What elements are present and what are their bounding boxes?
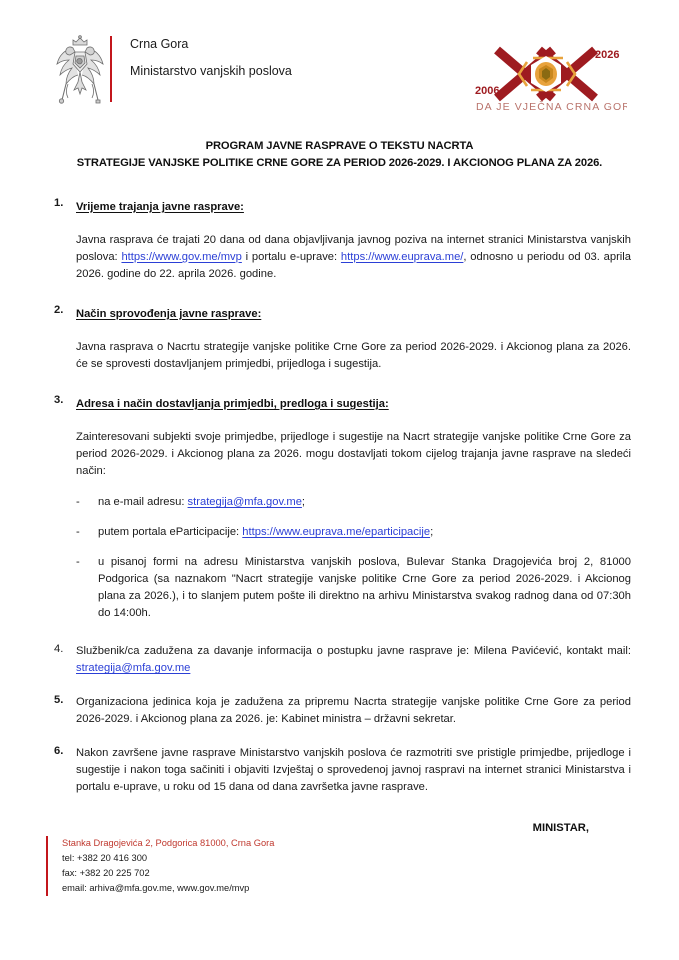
footer-fax: fax: +382 20 225 702 xyxy=(62,868,150,879)
list-item-postal-address: u pisanoj formi na adresu Ministarstva vanjskih poslova, Bulevar Stanka Dragojevića broj 2, 81000 Podgorica (sa naznakom "Nacrt strategije vanjske politike Crne Gore za period 2026-2029. i Akcionog plana za 2026.), i to slanjem putem pošte ili direktno na arhivu Ministarstva svakog radnog dana od 07:30h do 14:00h. xyxy=(98,555,631,619)
footer-tel: tel: +382 20 416 300 xyxy=(62,853,148,864)
section-4-paragraph xyxy=(76,643,631,677)
list-item xyxy=(76,554,631,622)
bullet-dash-icon: - xyxy=(76,555,80,568)
page-title-line-2: STRATEGIJE VANJSKE POLITIKE CRNE GORE ZA PERIOD 2026-2029. I AKCIONOG PLANA ZA 2026. xyxy=(76,157,603,170)
section-1-heading: Vrijeme trajanja javne rasprave: xyxy=(76,200,244,213)
eparticipacije-link[interactable]: https://www.euprava.me/eparticipacije xyxy=(242,525,431,538)
montenegro-coat-of-arms-icon xyxy=(54,34,106,104)
bullet-dash-icon: - xyxy=(76,525,80,538)
strategija-email-link[interactable]: strategija@mfa.gov.me xyxy=(187,495,302,508)
ministry-name: Ministarstvo vanjskih poslova xyxy=(130,63,292,78)
section-1-paragraph xyxy=(76,232,631,283)
list-item-email-suffix: ; xyxy=(301,495,306,508)
section-3-number: 3. xyxy=(54,393,64,406)
footer-contact-block xyxy=(48,836,274,896)
bullet-dash-icon: - xyxy=(76,495,80,508)
section-2-number: 2. xyxy=(54,303,64,316)
section-6 xyxy=(54,745,631,796)
anniversary-year-end: 2026 xyxy=(595,49,620,61)
list-item-eparticipacije-prefix: putem portala eParticipacije: xyxy=(98,525,243,538)
gov-mvp-link[interactable]: https://www.gov.me/mvp xyxy=(121,250,242,263)
section-5-number: 5. xyxy=(54,693,64,706)
section-1-text-a: Javna rasprava će trajati 20 dana od dana objavljivanja javnog poziva na internet stranici Ministarstva vanjskih poslova: xyxy=(76,233,631,263)
section-2-heading: Način sprovođenja javne rasprave: xyxy=(76,307,262,320)
footer-email: email: arhiva@mfa.gov.me, www.gov.me/mvp xyxy=(62,883,250,894)
anniversary-year-start: 2006 xyxy=(475,85,500,97)
euprava-link[interactable]: https://www.euprava.me/ xyxy=(340,250,464,263)
section-6-paragraph: Nakon završene javne rasprave Ministarstvo vanjskih poslova će razmotriti sve pristigle primjedbe, prijedloge i sugestije i nakon toga sačiniti i objaviti Izvještaj o sprovedenoj javnoj raspravi na internet stranici Ministarstva i portalu e-uprave, u roku od 15 dana od dana završetka javne rasprave. xyxy=(76,747,631,794)
list-item-email-prefix: na e-mail adresu: xyxy=(98,495,188,508)
list-item xyxy=(76,494,631,511)
anniversary-tagline: DA JE VJEČNA CRNA GORA xyxy=(476,101,627,113)
section-5 xyxy=(54,694,631,728)
section-1-text-c: , odnosno u periodu od 03. aprila 2026. godine do 22. aprila 2026. godine. xyxy=(76,250,632,280)
section-4-number: 4. xyxy=(54,642,64,655)
section-3-heading: Adresa i način dostavljanja primjedbi, predloga i sugestija: xyxy=(76,397,389,410)
section-4-text: Službenik/ca zadužena za davanje informacija o postupku javne rasprave je: Milena Pavićević, kontakt mail: xyxy=(76,644,631,657)
section-2 xyxy=(54,304,631,322)
list-item-eparticipacije xyxy=(98,524,631,541)
header-identity xyxy=(54,34,292,104)
list-item xyxy=(76,524,631,541)
section-1-number: 1. xyxy=(54,196,64,209)
section-3 xyxy=(54,394,631,412)
section-5-paragraph: Organizaciona jedinica koja je zadužena za pripremu Nacrta strategije vanjske politike Crne Gore za period 2026-2029. i Akcionog plana za 2026. je: Kabinet ministra – državni sekretar. xyxy=(76,695,631,725)
document-header xyxy=(0,0,679,114)
list-item-eparticipacije-suffix: ; xyxy=(430,525,434,538)
page-title xyxy=(0,138,679,173)
section-6-number: 6. xyxy=(54,745,64,757)
contact-email-link[interactable]: strategija@mfa.gov.me xyxy=(76,661,191,674)
document-body xyxy=(0,197,679,834)
footer-address: Stanka Dragojevića 2, Podgorica 81000, Crna Gora xyxy=(62,838,275,848)
header-title-group xyxy=(112,34,292,104)
page-title-line-1: PROGRAM JAVNE RASPRAVE O TEKSTU NACRTA xyxy=(205,140,474,152)
submission-methods-list xyxy=(76,494,631,622)
section-1-text-b: i portalu e-uprave: xyxy=(241,250,341,263)
section-2-paragraph: Javna rasprava o Nacrtu strategije vanjske politike Crne Gore za period 2026-2029. i Akcionog plana za 2026. će se sprovesti dostavljanjem primjedbi, prijedloga i sugestija. xyxy=(76,340,631,370)
list-item-email xyxy=(98,494,631,511)
section-3-paragraph: Zainteresovani subjekti svoje primjedbe, prijedloge i sugestije na Nacrt strategije vanjske politike Crne Gore za period 2026-2029. i Akcionog plana za 2026. mogu dostavljati tokom cijelog trajanja javne rasprave na sledeći način: xyxy=(76,430,631,477)
anniversary-xx-logo-icon xyxy=(467,36,627,114)
section-1 xyxy=(54,197,631,215)
country-name: Crna Gora xyxy=(130,37,189,51)
signature-label: MINISTAR, xyxy=(532,822,589,835)
section-4 xyxy=(54,643,631,677)
document-footer xyxy=(0,836,679,896)
